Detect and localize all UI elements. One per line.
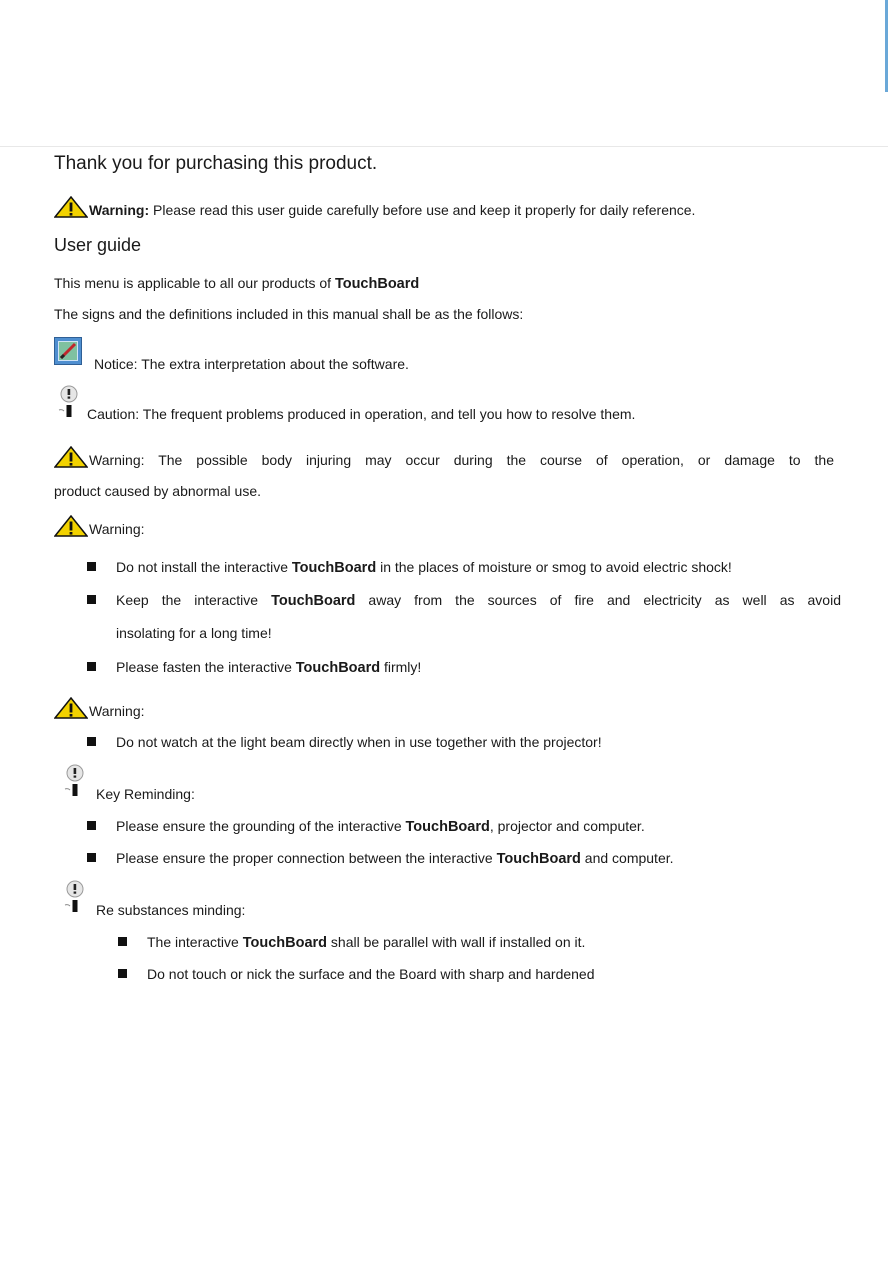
list-item: Please fasten the interactive TouchBoard firmly!	[87, 659, 421, 676]
warning-2-label: Warning:	[54, 697, 145, 719]
list-item: Do not touch or nick the surface and the Board with sharp and hardened	[118, 966, 595, 982]
warning-triangle-icon	[54, 196, 88, 218]
square-bullet-icon	[118, 937, 127, 946]
top-warning: Warning: Please read this user guide carefully before use and keep it properly for daily reference.	[54, 196, 695, 218]
signs-intro: The signs and the definitions included in this manual shall be as the follows:	[54, 306, 524, 322]
list-item: Do not install the interactive TouchBoard in the places of moisture or smog to avoid electric shock!	[87, 559, 732, 576]
applicable-line: This menu is applicable to all our products of TouchBoard	[54, 275, 420, 292]
lightbulb-icon	[56, 385, 82, 419]
list-item: Please ensure the proper connection between the interactive TouchBoard and computer.	[87, 850, 674, 867]
warning-1-label: Warning:	[54, 515, 145, 537]
square-bullet-icon	[118, 969, 127, 978]
list-item: Please ensure the grounding of the interactive TouchBoard, projector and computer.	[87, 818, 645, 835]
warning-definition: Warning: The possible body injuring may occur during the course of operation, or damage to the	[54, 446, 834, 468]
notice-pencil-icon	[54, 337, 82, 365]
thanks-line: Thank you for purchasing this product.	[54, 153, 378, 174]
warning-triangle-icon	[54, 515, 88, 537]
lightbulb-icon	[62, 764, 88, 798]
header-rule	[0, 146, 888, 147]
user-guide-heading: User guide	[54, 235, 142, 255]
square-bullet-icon	[87, 737, 96, 746]
notice-line: Notice: The extra interpretation about the software.	[94, 356, 409, 372]
list-item-continuation: insolating for a long time!	[116, 625, 272, 641]
list-item: Do not watch at the light beam directly when in use together with the projector!	[87, 734, 602, 750]
square-bullet-icon	[87, 853, 96, 862]
warning-definition-line2: product caused by abnormal use.	[54, 483, 262, 499]
caution-line: Caution: The frequent problems produced in operation, and tell you how to resolve them.	[87, 406, 636, 422]
square-bullet-icon	[87, 595, 96, 604]
lightbulb-icon	[62, 880, 88, 914]
square-bullet-icon	[87, 821, 96, 830]
square-bullet-icon	[87, 662, 96, 671]
warning-triangle-icon	[54, 446, 88, 468]
substances-label: Re substances minding:	[96, 902, 246, 918]
list-item: The interactive TouchBoard shall be parallel with wall if installed on it.	[118, 934, 585, 951]
list-item: Keep the interactive TouchBoard away from the sources of fire and electricity as well as avoid	[87, 592, 841, 609]
warning-triangle-icon	[54, 697, 88, 719]
key-reminding-label: Key Reminding:	[96, 786, 195, 802]
square-bullet-icon	[87, 562, 96, 571]
